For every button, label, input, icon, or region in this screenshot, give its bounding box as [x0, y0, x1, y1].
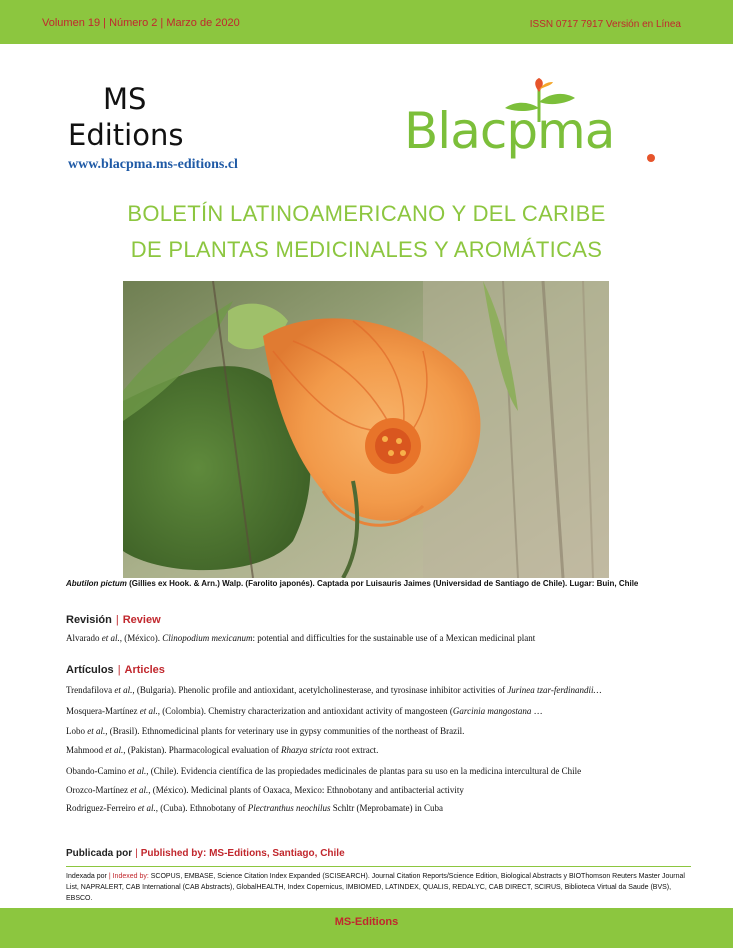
logo-dot: [647, 154, 655, 162]
journal-title-line2: DE PLANTAS MEDICINALES Y AROMÁTICAS: [130, 237, 603, 262]
journal-title-line1: BOLETÍN LATINOAMERICANO Y DEL CARIBE: [127, 201, 606, 226]
entry-species: Clinopodium mexicanum: [162, 633, 253, 643]
site-url-link[interactable]: www.blacpma.ms-editions.cl: [68, 157, 238, 172]
blacpma-wordmark: Blacpma: [404, 102, 615, 160]
entry-text: , (Colombia). Chemistry characterization and antioxidant activity of mangosteen (: [157, 706, 453, 716]
review-entry[interactable]: [66, 633, 666, 643]
publisher-label-es: Publicada por: [66, 848, 133, 859]
entry-author: Lobo: [66, 726, 85, 736]
articles-section-heading: [66, 664, 165, 676]
entry-etal: et al.: [105, 745, 124, 755]
entry-etal: et al.: [130, 785, 149, 795]
publisher-separator: |: [135, 848, 138, 859]
indexing-label-en: Indexed by:: [112, 873, 149, 880]
indexing-label-es: Indexada por: [66, 873, 107, 880]
entry-text-end: : potential and difficulties for the sustainable use of a Mexican medicinal plant: [252, 633, 536, 643]
indexing-block: [66, 871, 696, 904]
publisher-label-en: Published by: MS-Editions, Santiago, Chile: [140, 848, 345, 859]
entry-author: Mahmood: [66, 745, 103, 755]
entry-species: Jurinea tzar-ferdinandii…: [507, 685, 602, 695]
top-banner: [0, 0, 733, 44]
entry-author: Mosquera-Martínez: [66, 706, 138, 716]
entry-text: , (Cuba). Ethnobotany of: [155, 803, 248, 813]
entry-text: , (México).: [119, 633, 163, 643]
entry-author: Alvarado: [66, 633, 100, 643]
issn-label: ISSN 0717 7917 Versión en Línea: [529, 19, 681, 30]
indexing-separator: |: [108, 873, 111, 880]
entry-text: , (México). Medicinal plants of Oaxaca, Mexico: Ethnobotany and antibacterial activity: [148, 785, 464, 795]
entry-text-end: root extract.: [332, 745, 379, 755]
entry-etal: et al.: [101, 633, 120, 643]
caption-species: Abutilon pictum: [66, 579, 127, 588]
entry-author: Rodriguez-Ferreiro: [66, 803, 136, 813]
entry-etal: et al.: [128, 766, 147, 776]
article-entry[interactable]: [66, 803, 666, 813]
entry-text: , (Brasil). Ethnomedicinal plants for veterinary use in gypsy communities of the northeast of Brazil.: [105, 726, 465, 736]
article-entry[interactable]: [66, 745, 666, 755]
publisher-line: [66, 848, 345, 859]
entry-text: , (Pakistan). Pharmacological evaluation of: [123, 745, 281, 755]
entry-etal: et al.: [137, 803, 156, 813]
entry-species: Rhazya stricta: [280, 745, 333, 755]
articles-label-es: Artículos: [66, 664, 114, 676]
blacpma-logo: [404, 78, 664, 170]
article-entry[interactable]: [66, 726, 666, 736]
articles-separator: |: [117, 664, 121, 676]
article-entry[interactable]: [66, 706, 666, 716]
entry-author: Orozco-Martínez: [66, 785, 128, 795]
ms-logo-line2: Editions: [68, 118, 184, 152]
entry-text: , (Bulgaria). Phenolic profile and antioxidant, acetylcholinesterase, and tyrosinase inhibitor activities of: [132, 685, 508, 695]
entry-text-end: …: [531, 706, 543, 716]
review-separator: |: [115, 614, 119, 626]
entry-author: Trendafilova: [66, 685, 113, 695]
review-section-heading: [66, 614, 161, 626]
article-entry[interactable]: [66, 685, 666, 695]
entry-species: Garcinia mangostana: [452, 706, 532, 716]
review-label-es: Revisión: [66, 614, 112, 626]
article-entry[interactable]: [66, 766, 666, 776]
review-label-en: Review: [122, 614, 161, 626]
articles-label-en: Articles: [124, 664, 165, 676]
article-entry[interactable]: [66, 785, 666, 795]
entry-etal: et al.: [139, 706, 158, 716]
entry-author: Obando-Camino: [66, 766, 126, 776]
photo-caption: [66, 579, 706, 588]
entry-etal: et al.: [114, 685, 133, 695]
divider: [66, 866, 691, 867]
cover-photo: [123, 281, 609, 578]
bottom-banner: [0, 908, 733, 948]
footer-text: MS-Editions: [334, 916, 399, 928]
volume-info: Volumen 19 | Número 2 | Marzo de 2020: [42, 17, 240, 29]
entry-species: Plectranthus neochilus: [247, 803, 331, 813]
indexing-text: SCOPUS, EMBASE, Science Citation Index Expanded (SCISEARCH). Journal Citation Reports/Science Edition, Biological Abstracts y BIOThomson Reuters Master Journal List, NAPRALERT, CAB International (CAB Abstracts), GlobalHEALTH, Index Copernicus, IMBIOMED, LATINDEX, QUALIS, REDALYC, CAB DIRECT, SCIRUS, Biblioteca Virtual da Saude (BVS), EBSCO.: [66, 873, 685, 902]
entry-text: , (Chile). Evidencia científica de las propiedades medicinales de plantas para su uso en la medicina intercultural de Chile: [146, 766, 582, 776]
entry-text-end: Schltr (Meprobamate) in Cuba: [330, 803, 443, 813]
caption-text: (Gillies ex Hook. & Arn.) Walp. (Farolito japonés). Captada por Luisauris Jaimes (Universidad de Santiago de Chile). Lugar: Buin, Chile: [126, 579, 639, 588]
entry-etal: et al.: [87, 726, 106, 736]
ms-logo-line1: MS: [103, 82, 147, 116]
